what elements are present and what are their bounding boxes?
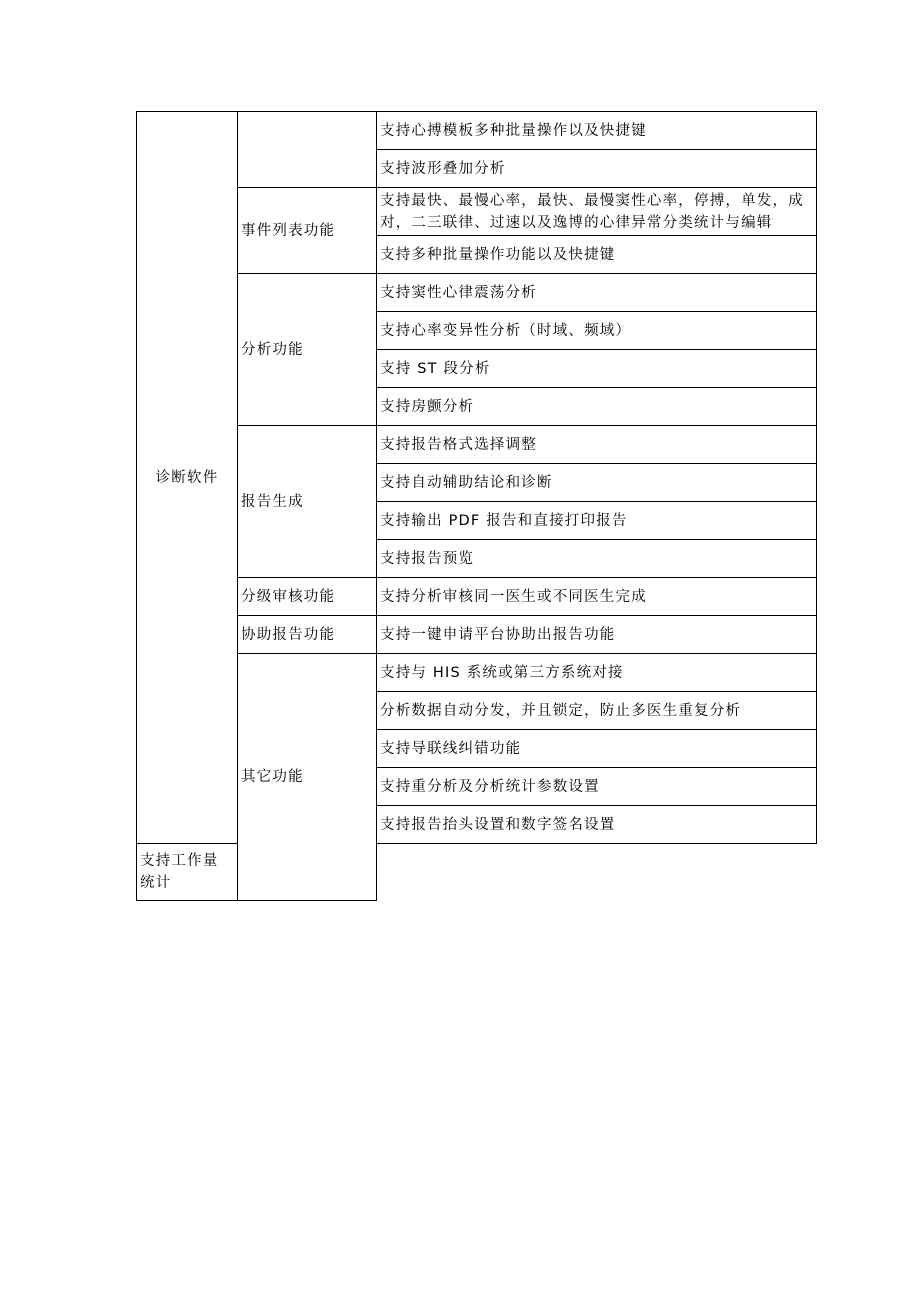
group-name-cell: [238, 112, 377, 188]
feature-cell: 支持最快、最慢心率，最快、最慢窦性心率，停搏，单发，成对，二三联律、过速以及逸博的心律异常分类统计与编辑: [377, 188, 817, 236]
feature-cell: 支持窦性心律震荡分析: [377, 274, 817, 312]
feature-cell: 支持 ST 段分析: [377, 350, 817, 388]
feature-cell: 支持多种批量操作功能以及快捷键: [377, 236, 817, 274]
feature-cell: 支持重分析及分析统计参数设置: [377, 768, 817, 806]
feature-cell: 分析数据自动分发，并且锁定，防止多医生重复分析: [377, 692, 817, 730]
feature-cell: 支持一键申请平台协助出报告功能: [377, 616, 817, 654]
feature-cell: 支持心搏模板多种批量操作以及快捷键: [377, 112, 817, 150]
table-row: [137, 578, 817, 616]
category-cell: 诊断软件: [137, 112, 238, 844]
group-name-cell: 分析功能: [238, 274, 377, 426]
feature-cell: 支持报告格式选择调整: [377, 426, 817, 464]
feature-cell: 支持报告抬头设置和数字签名设置: [377, 806, 817, 844]
group-name-cell: 其它功能: [238, 654, 377, 901]
table-row: [137, 426, 817, 464]
table-row: [137, 188, 817, 236]
feature-cell: 支持报告预览: [377, 540, 817, 578]
table-row: [137, 654, 817, 692]
feature-cell: 支持分析审核同一医生或不同医生完成: [377, 578, 817, 616]
group-name-cell: 报告生成: [238, 426, 377, 578]
table-row: [137, 274, 817, 312]
feature-cell: 支持与 HIS 系统或第三方系统对接: [377, 654, 817, 692]
table-row: [137, 112, 817, 150]
group-name-cell: 协助报告功能: [238, 616, 377, 654]
feature-cell: 支持输出 PDF 报告和直接打印报告: [377, 502, 817, 540]
feature-cell: 支持心率变异性分析（时域、频域）: [377, 312, 817, 350]
group-name-cell: 事件列表功能: [238, 188, 377, 274]
group-name-cell: 分级审核功能: [238, 578, 377, 616]
spec-table: [136, 111, 817, 901]
feature-cell: 支持房颤分析: [377, 388, 817, 426]
feature-cell: 支持工作量统计: [137, 844, 238, 901]
feature-cell: 支持波形叠加分析: [377, 150, 817, 188]
feature-cell: 支持自动辅助结论和诊断: [377, 464, 817, 502]
table-row: [137, 616, 817, 654]
feature-cell: 支持导联线纠错功能: [377, 730, 817, 768]
